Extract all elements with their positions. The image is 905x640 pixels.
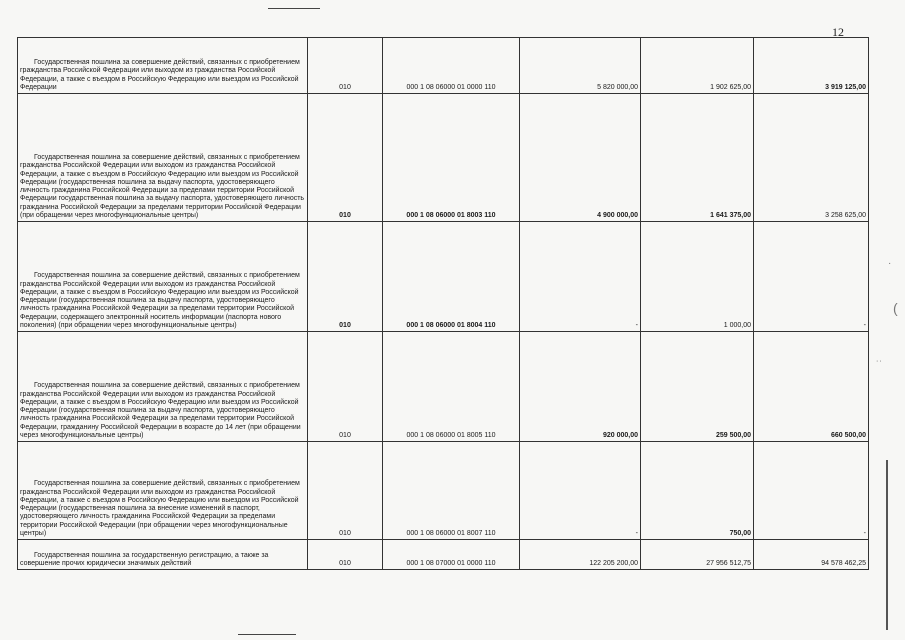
row-approved: 5 820 000,00 [520,38,641,94]
row-code: 010 [308,38,383,94]
row-approved: - [520,442,641,540]
scan-speck: ( [893,300,898,316]
row-executed: 27 956 512,75 [641,540,754,570]
row-approved: 122 205 200,00 [520,540,641,570]
row-name: Государственная пошлина за совершение действий, связанных с приобретением гражданства Российской Федерации или выходом из гражданства Российской Федерации, а также с въездом в Российскую Федерацию или выездом из Российской Федерации [18,38,308,94]
row-code: 010 [308,442,383,540]
row-approved: 4 900 000,00 [520,94,641,222]
row-kbk: 000 1 08 06000 01 8003 110 [383,94,520,222]
row-executed: 750,00 [641,442,754,540]
page-number: 12 [832,25,844,39]
row-remaining: 3 258 625,00 [754,94,869,222]
row-kbk: 000 1 08 07000 01 0000 110 [383,540,520,570]
row-executed: 1 000,00 [641,222,754,332]
row-kbk: 000 1 08 06000 01 8005 110 [383,332,520,442]
scan-artifact-bottom [238,634,296,635]
scan-artifact-edge [886,460,888,630]
row-name: Государственная пошлина за совершение действий, связанных с приобретением гражданства Российской Федерации или выходом из гражданства Российской Федерации, а также с въездом в Российскую Федерацию или выездом из Российской Федерации (государственная пошлина за выдачу паспорта, удостоверяющего личность гражданина Российской Федерации за пределами территории Российской Федерации, содержащего электронный носитель информации (паспорта нового поколения) (при обращении через многофункциональные центры) [18,222,308,332]
row-name: Государственная пошлина за совершение действий, связанных с приобретением гражданства Российской Федерации или выходом из гражданства Российской Федерации, а также с въездом в Российскую Федерацию или выездом из Российской Федерации (государственная пошлина за выдачу паспорта, удостоверяющего личность гражданина Российской Федерации за пределами территории Российской Федерации государственная пошлина за выдачу паспорта, удостоверяющего личность гражданина Российской Федерации за пределами территории Российской Федерации (при обращении через многофункциональные центры) [18,94,308,222]
row-code: 010 [308,332,383,442]
scan-speck: ˙˙ [876,360,883,371]
table-row [18,332,869,442]
table-row [18,540,869,570]
row-approved: - [520,222,641,332]
table-row [18,222,869,332]
row-code: 010 [308,94,383,222]
row-kbk: 000 1 08 06000 01 0000 110 [383,38,520,94]
row-approved: 920 000,00 [520,332,641,442]
row-remaining: - [754,222,869,332]
row-remaining: - [754,442,869,540]
row-kbk: 000 1 08 06000 01 8007 110 [383,442,520,540]
revenue-table [17,37,869,570]
row-name: Государственная пошлина за совершение действий, связанных с приобретением гражданства Российской Федерации или выходом из гражданства Российской Федерации, а также с въездом в Российскую Федерацию или выездом из Российской Федерации (государственная пошлина за внесение изменений в паспорт, удостоверяющего личность гражданина Российской Федерации за пределами территории Российской Федерации (при обращении через многофункциональные центры) [18,442,308,540]
row-code: 010 [308,540,383,570]
row-name: Государственная пошлина за государственную регистрацию, а также за совершение прочих юридически значимых действий [18,540,308,570]
table-row [18,38,869,94]
row-code: 010 [308,222,383,332]
row-executed: 1 641 375,00 [641,94,754,222]
row-remaining: 3 919 125,00 [754,38,869,94]
row-name: Государственная пошлина за совершение действий, связанных с приобретением гражданства Российской Федерации или выходом из гражданства Российской Федерации, а также с въездом в Российскую Федерацию или выездом из Российской Федерации (государственная пошлина за выдачу паспорта, удостоверяющего личность гражданина Российской Федерации за пределами территории Российской Федерации, гражданину Российской Федерации в возрасте до 14 лет (при обращении через многофункциональные центры) [18,332,308,442]
scan-artifact-top [268,8,320,9]
row-remaining: 94 578 462,25 [754,540,869,570]
row-remaining: 660 500,00 [754,332,869,442]
scan-speck: · [888,258,892,269]
row-executed: 259 500,00 [641,332,754,442]
table-row [18,442,869,540]
table-row [18,94,869,222]
row-executed: 1 902 625,00 [641,38,754,94]
row-kbk: 000 1 08 06000 01 8004 110 [383,222,520,332]
